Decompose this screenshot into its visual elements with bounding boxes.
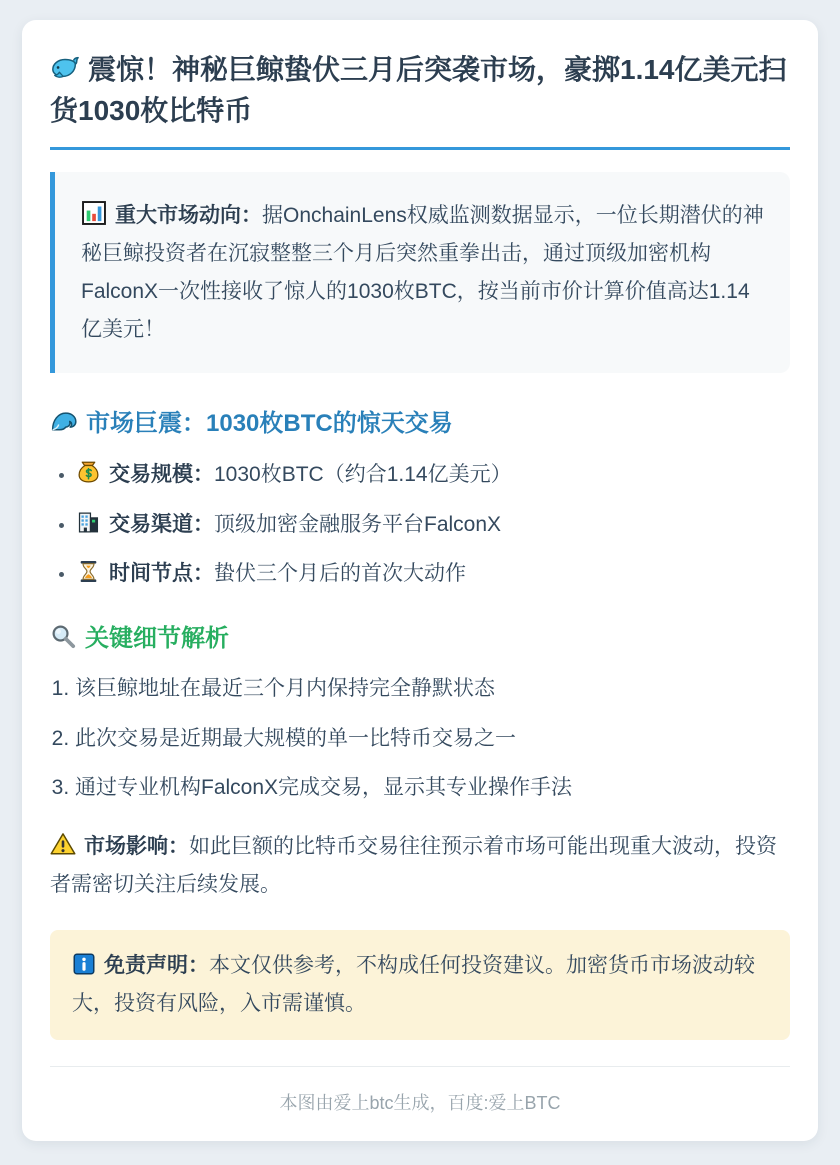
fact-value: 顶级加密金融服务平台FalconX <box>214 512 502 536</box>
list-item <box>76 510 790 539</box>
impact-label: 市场影响： <box>84 835 189 859</box>
disclaimer-label: 免责声明： <box>104 954 209 978</box>
fact-label: 交易规模： <box>109 463 214 487</box>
hourglass-icon <box>76 559 101 584</box>
detail-item: 2. 此次交易是近期最大规模的单一比特币交易之一 <box>75 725 790 753</box>
fact-list <box>50 460 790 588</box>
list-item <box>76 559 790 588</box>
magnifier-icon <box>50 623 77 650</box>
wave-icon <box>50 407 78 435</box>
detail-list <box>50 675 790 802</box>
market-section-heading <box>50 403 790 438</box>
title-text: 震惊！神秘巨鲸蛰伏三月后突袭市场，豪掷1.14亿美元扫货1030枚比特币 <box>50 54 787 126</box>
whale-icon <box>50 52 80 82</box>
footer-text: 本图由爱上btc生成，百度:爱上BTC <box>279 1092 561 1113</box>
fact-label: 时间节点： <box>109 562 214 586</box>
market-section-title: 市场巨震：1030枚BTC的惊天交易 <box>86 410 453 438</box>
details-section-title: 关键细节解析 <box>85 625 229 653</box>
market-alert-callout <box>50 172 790 373</box>
fact-value: 蛰伏三个月后的首次大动作 <box>214 562 466 586</box>
disclaimer-text: 本文仅供参考，不构成任何投资建议。加密货币市场波动较大，投资有风险，入市需谨慎。 <box>72 954 755 1015</box>
article-card <box>22 20 818 1141</box>
alert-text: 据OnchainLens权威监测数据显示，一位长期潜伏的神秘巨鲸投资者在沉寂整整三个月后突然重拳出击，通过顶级加密机构FalconX一次性接收了惊人的1030枚BTC，按当前市价计算价值高达1.14亿美元！ <box>81 204 764 341</box>
info-icon <box>72 952 96 976</box>
impact-text: 如此巨额的比特币交易往往预示着市场可能出现重大波动，投资者需密切关注后续发展。 <box>50 835 777 897</box>
money-bag-icon <box>76 460 101 485</box>
detail-item: 3. 通过专业机构FalconX完成交易，显示其专业操作手法 <box>75 774 790 802</box>
bank-building-icon <box>76 510 101 535</box>
details-section-heading <box>50 618 790 653</box>
detail-item: 1. 该巨鲸地址在最近三个月内保持完全静默状态 <box>75 675 790 703</box>
alert-label: 重大市场动向： <box>115 204 262 228</box>
warning-icon <box>50 831 76 857</box>
disclaimer-box <box>50 930 790 1040</box>
list-item <box>76 460 790 489</box>
fact-label: 交易渠道： <box>109 512 214 536</box>
fact-value: 1030枚BTC（约合1.14亿美元） <box>214 463 512 487</box>
market-impact-paragraph <box>50 828 790 904</box>
page-title <box>50 50 790 150</box>
bar-chart-icon <box>81 200 107 226</box>
footer <box>50 1066 790 1115</box>
